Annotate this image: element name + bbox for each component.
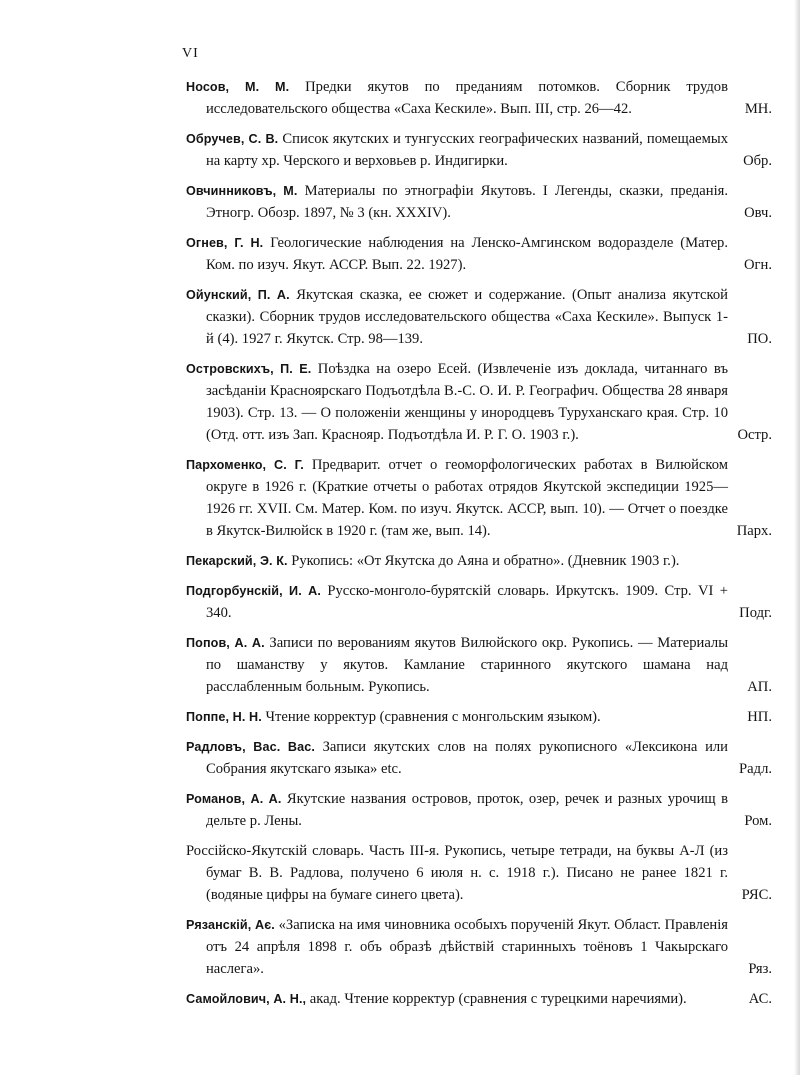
bibliography-entry xyxy=(186,788,772,832)
entry-abbreviation: Обр. xyxy=(743,153,772,169)
entry-abbreviation: АП. xyxy=(747,679,772,695)
bibliography-entry xyxy=(186,180,772,224)
bibliography-entry xyxy=(186,454,772,542)
entry-abbreviation: Ром. xyxy=(744,813,772,829)
bibliography-entry xyxy=(186,550,772,572)
bibliography-entry xyxy=(186,632,772,698)
entry-body xyxy=(186,358,728,446)
bibliography-entry xyxy=(186,706,772,728)
entry-author: Попов, А. А. xyxy=(186,636,265,650)
entry-author: Пархоменко, С. Г. xyxy=(186,458,304,472)
entry-abbreviation: МН. xyxy=(744,101,772,117)
entry-text: Список якутских и тунгусских географических названий, помещаемых на карту хр. Черского и верховьев р. Индигирки. xyxy=(206,131,728,169)
entry-body xyxy=(186,840,728,906)
entry-author: Островскихъ, П. Е. xyxy=(186,362,312,376)
entry-author: Подгорбунскій, И. А. xyxy=(186,584,321,598)
bibliography-entry xyxy=(186,988,772,1010)
entry-text: акад. Чтение корректур (сравнения с турецкими наречиями). xyxy=(306,991,687,1007)
entry-text: Поѣздка на озеро Есей. (Извлеченіе изъ доклада, читаннаго въ засѣданіи Красноярскаго Подъотдѣла В.-С. О. И. Р. Географич. Общества 28 января 1903). Стр. 13. — О положеніи женщины у инородцевъ Туруханскаго края. Стр. 10 (Отд. отт. изъ Зап. Краснояр. Подъотдѣла И. Р. Г. О. 1903 г.). xyxy=(206,361,728,443)
entry-author: Радловъ, Вас. Вас. xyxy=(186,740,315,754)
entry-text: Рукопись: «От Якутска до Аяна и обратно». (Дневник 1903 г.). xyxy=(287,553,680,569)
entry-abbreviation: Подг. xyxy=(739,605,772,621)
entry-author: Поппе, Н. Н. xyxy=(186,710,262,724)
entry-text: Геологические наблюдения на Ленско-Амгинском водоразделе (Матер. Ком. по изуч. Якут. АССР. Вып. 22. 1927). xyxy=(206,235,728,273)
entry-author: Носов, М. М. xyxy=(186,80,290,94)
entry-text: Предки якутов по преданиям потомков. Сборник трудов исследовательского общества «Саха Кескиле». Вып. III, стр. 26—42. xyxy=(206,79,728,117)
scan-edge-shadow xyxy=(794,0,800,1075)
bibliography-entry xyxy=(186,128,772,172)
entry-text: Россійско-Якутскій словарь. Часть III-я. Рукопись, четыре тетради, на буквы А-Л (из бумаг В. В. Радлова, получено 6 июля н. с. 1918 г.). Писано не ранее 1821 г. (водяные цифры на бумаге синего цвета). xyxy=(186,843,728,903)
entry-text: «Записка на имя чиновника особыхъ порученій Якут. Област. Правленія отъ 24 апрѣля 1898 г. объ образѣ дѣйствій старинныхъ тоёновъ 1 Чакырскаго наслега». xyxy=(206,917,729,977)
entry-abbreviation: РЯС. xyxy=(741,887,772,903)
bibliography-entry xyxy=(186,840,772,906)
entry-text: Русско-монголо-бурятскій словарь. Иркутскъ. 1909. Стр. VI + 340. xyxy=(206,583,729,621)
entry-abbreviation: Радл. xyxy=(739,761,772,777)
entry-text: Якутские названия островов, проток, озер, речек и разных урочищ в дельте р. Лены. xyxy=(206,791,728,829)
bibliography-entry xyxy=(186,76,772,120)
entry-body xyxy=(186,988,728,1010)
entry-text: Чтение корректур (сравнения с монгольским языком). xyxy=(261,709,601,725)
bibliography-entry xyxy=(186,358,772,446)
entry-body xyxy=(186,454,728,542)
bibliography-entry xyxy=(186,284,772,350)
entry-body xyxy=(186,632,728,698)
bibliography-entry xyxy=(186,736,772,780)
entry-body xyxy=(186,180,728,224)
entry-abbreviation: Ряз. xyxy=(748,961,772,977)
entry-body xyxy=(186,706,728,728)
entry-abbreviation: АС. xyxy=(748,991,772,1007)
entry-text: Якутская сказка, ее сюжет и содержание. (Опыт анализа якутской сказки). Сборник трудов исследовательского общества «Саха Кескиле». Выпуск 1-й (4). 1927 г. Якутск. Стр. 98—139. xyxy=(206,287,728,347)
entry-text: Записи по верованиям якутов Вилюйского окр. Рукопись. — Материалы по шаманству у якутов. Камлание старинного якутского шамана над расслабленным больным. Рукопись. xyxy=(206,635,729,695)
entry-body xyxy=(186,232,728,276)
entry-author: Обручев, С. В. xyxy=(186,132,279,146)
entry-author: Овчинниковъ, М. xyxy=(186,184,298,198)
entry-author: Самойлович, А. Н., xyxy=(186,992,307,1006)
entry-text: Записи якутских слов на полях рукописного «Лексикона или Собрания якутскагo языка» etc. xyxy=(206,739,728,777)
bibliography-entry xyxy=(186,232,772,276)
entry-abbreviation: Остр. xyxy=(737,427,772,443)
entry-abbreviation: НП. xyxy=(747,709,772,725)
entry-body xyxy=(186,128,728,172)
bibliography-entry xyxy=(186,580,772,624)
entry-body xyxy=(186,550,728,572)
entry-abbreviation: Овч. xyxy=(744,205,772,221)
entry-abbreviation: Огн. xyxy=(744,257,772,273)
entry-author: Романов, А. А. xyxy=(186,792,282,806)
entry-body xyxy=(186,914,728,980)
entry-body xyxy=(186,284,728,350)
bibliography-entry xyxy=(186,914,772,980)
entry-author: Ойунский, П. А. xyxy=(186,288,290,302)
entry-author: Рязанскій, Ає. xyxy=(186,918,275,932)
entry-body xyxy=(186,736,728,780)
page-number: VI xyxy=(182,46,199,61)
entry-abbreviation: ПО. xyxy=(747,331,772,347)
entry-text: Материалы по этнографіи Якутовъ. I Легенды, сказки, преданія. Этногр. Обозр. 1897, № 3 (кн. XXXIV). xyxy=(206,183,728,221)
entry-text: Предварит. отчет о геоморфологических работах в Вилюйском округе в 1926 г. (Краткие отчеты о работах отрядов Якутской экспедиции 1925—1926 гг. XVII. См. Матер. Ком. по изуч. Якутск. АССР, вып. 10). — Отчет о поездке в Якутск-Вилюйск в 1920 г. (там же, вып. 14). xyxy=(206,457,728,539)
entry-body xyxy=(186,788,728,832)
entry-body xyxy=(186,76,728,120)
entry-author: Огнев, Г. Н. xyxy=(186,236,264,250)
entry-author: Пекарский, Э. К. xyxy=(186,554,288,568)
entry-body xyxy=(186,580,728,624)
bibliography-list xyxy=(186,76,772,1018)
entry-abbreviation: Парх. xyxy=(736,523,772,539)
